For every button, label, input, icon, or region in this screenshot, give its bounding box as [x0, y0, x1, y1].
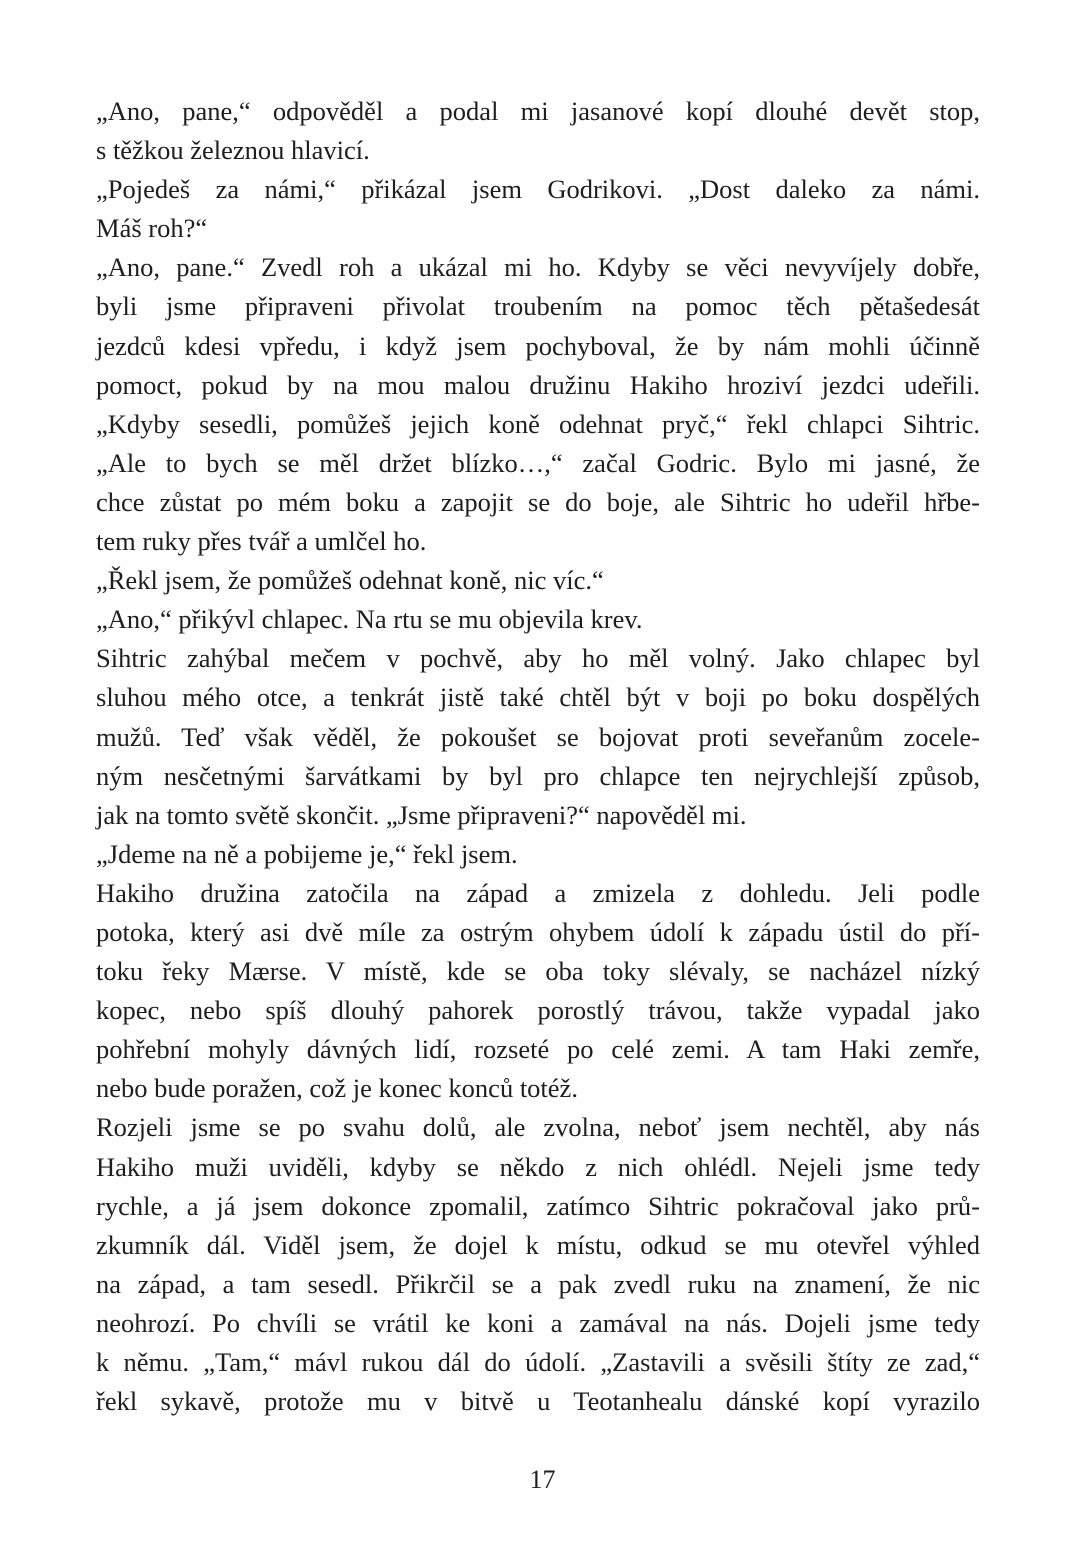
text-line: nebo bude poražen, což je konec konců totéž. [96, 1073, 578, 1104]
text-line: tem ruky přes tvář a umlčel ho. [96, 526, 427, 557]
text-line: jak na tomto světě skončit. „Jsme připraveni?“ napověděl mi. [96, 799, 747, 830]
text-line: „Pojedeš za námi,“ přikázal jsem Godrikovi. „Dost daleko za námi. [96, 174, 980, 205]
text-line: Máš roh?“ [96, 213, 208, 244]
text-line: potoka, který asi dvě míle za ostrým ohybem údolí k západu ústil do pří- [96, 916, 980, 947]
text-line: byli jsme připraveni přivolat troubením na pomoc těch pětašedesát [96, 291, 980, 322]
text-line: „Řekl jsem, že pomůžeš odehnat koně, nic víc.“ [96, 565, 604, 596]
text-line: mužů. Teď však věděl, že pokoušet se bojovat proti seveřanům zocele- [96, 721, 980, 752]
text-line: Hakiho muži uviděli, kdyby se někdo z nich ohlédl. Nejeli jsme tedy [96, 1151, 980, 1182]
text-line: kopec, nebo spíš dlouhý pahorek porostlý trávou, takže vypadal jako [96, 995, 980, 1026]
text-line: „Kdyby sesedli, pomůžeš jejich koně odehnat pryč,“ řekl chlapci Sihtric. [96, 408, 980, 439]
text-line: s těžkou železnou hlavicí. [96, 135, 370, 166]
text-line: toku řeky Mærse. V místě, kde se oba toky slévaly, se nacházel nízký [96, 956, 980, 987]
text-line: „Ano, pane,“ odpověděl a podal mi jasanové kopí dlouhé devět stop, [96, 96, 980, 126]
text-line: Hakiho družina zatočila na západ a zmizela z dohledu. Jeli podle [96, 877, 980, 908]
text-line: na západ, a tam sesedl. Přikrčil se a pak zvedl ruku na znamení, že nic [96, 1268, 980, 1299]
text-line: rychle, a já jsem dokonce zpomalil, zatímco Sihtric pokračoval jako prů- [96, 1190, 980, 1221]
text-line: jezdců kdesi vpředu, i když jsem pochyboval, že by nám mohli účinně [96, 330, 980, 361]
text-line: sluhou mého otce, a tenkrát jistě také chtěl být v boji po boku dospělých [96, 682, 980, 713]
text-line: ným nesčetnými šarvátkami by byl pro chlapce ten nejrychlejší způsob, [96, 760, 980, 791]
text-line: „Ano,“ přikývl chlapec. Na rtu se mu objevila krev. [96, 604, 643, 635]
text-line: Sihtric zahýbal mečem v pochvě, aby ho měl volný. Jako chlapec byl [96, 643, 980, 674]
text-line: chce zůstat po mém boku a zapojit se do boje, ale Sihtric ho udeřil hřbe- [96, 486, 980, 517]
text-line: zkumník dál. Viděl jsem, že dojel k místu, odkud se mu otevřel výhled [96, 1229, 980, 1260]
text-line: pohřební mohyly dávných lidí, rozseté po celé zemi. A tam Haki zemře, [96, 1034, 980, 1065]
text-line: „Jdeme na ně a pobijeme je,“ řekl jsem. [96, 838, 518, 869]
text-line: „Ale to bych se měl držet blízko…,“ začal Godric. Bylo mi jasné, že [96, 447, 980, 478]
text-line: k němu. „Tam,“ mávl rukou dál do údolí. „Zastavili a svěsili štíty ze zad,“ [96, 1347, 980, 1377]
text-line: pomoct, pokud by na mou malou družinu Hakiho hroziví jezdci udeřili. [96, 369, 980, 400]
text-line: řekl sykavě, protože mu v bitvě u Teotanhealu dánské kopí vyrazilo [96, 1386, 980, 1417]
page-number: 17 [529, 1465, 556, 1494]
body-text [96, 92, 980, 1421]
text-line: Rozjeli jsme se po svahu dolů, ale zvolna, neboť jsem nechtěl, aby nás [96, 1112, 980, 1143]
text-line: neohrozí. Po chvíli se vrátil ke koni a zamával na nás. Dojeli jsme tedy [96, 1307, 980, 1338]
text-line: „Ano, pane.“ Zvedl roh a ukázal mi ho. Kdyby se věci nevyvíjely dobře, [96, 252, 980, 283]
